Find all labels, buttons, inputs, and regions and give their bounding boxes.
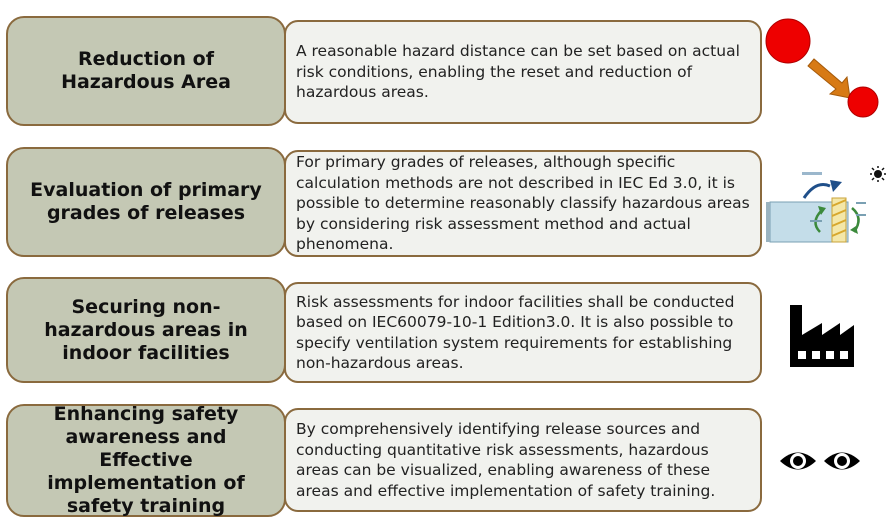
release-evaluation-icon: [766, 158, 887, 248]
row-title: Enhancing safety awareness and Effective implementation of safety training: [6, 404, 286, 517]
row-description: A reasonable hazard distance can be set based on actual risk conditions, enabling the reset and reduction of hazardous areas.: [284, 20, 762, 124]
factory-icon: [788, 301, 858, 371]
shrinking-circle-icon: [764, 12, 884, 122]
row-description: For primary grades of releases, although specific calculation methods are not described in IEC Ed 3.0, it is possible to determine reasonably classify hazardous areas by considering risk assessment method and actual phenomena.: [284, 150, 762, 257]
row-description: Risk assessments for indoor facilities shall be conducted based on IEC60079-10-1 Edition3.0. It is also possible to specify ventilation system requirements for establishing non-hazardous areas.: [284, 282, 762, 383]
row-title: Securing non-hazardous areas in indoor facilities: [6, 277, 286, 383]
eyes-icon: [778, 444, 862, 478]
row-title: Reduction of Hazardous Area: [6, 16, 286, 126]
eye-left-icon: [780, 453, 816, 470]
eye-right-icon: [824, 453, 860, 470]
row-description: By comprehensively identifying release sources and conducting quantitative risk assessments, hazardous areas can be visualized, enabling awareness of these areas and effective implementation of safety training.: [284, 408, 762, 512]
row-title: Evaluation of primary grades of releases: [6, 147, 286, 257]
